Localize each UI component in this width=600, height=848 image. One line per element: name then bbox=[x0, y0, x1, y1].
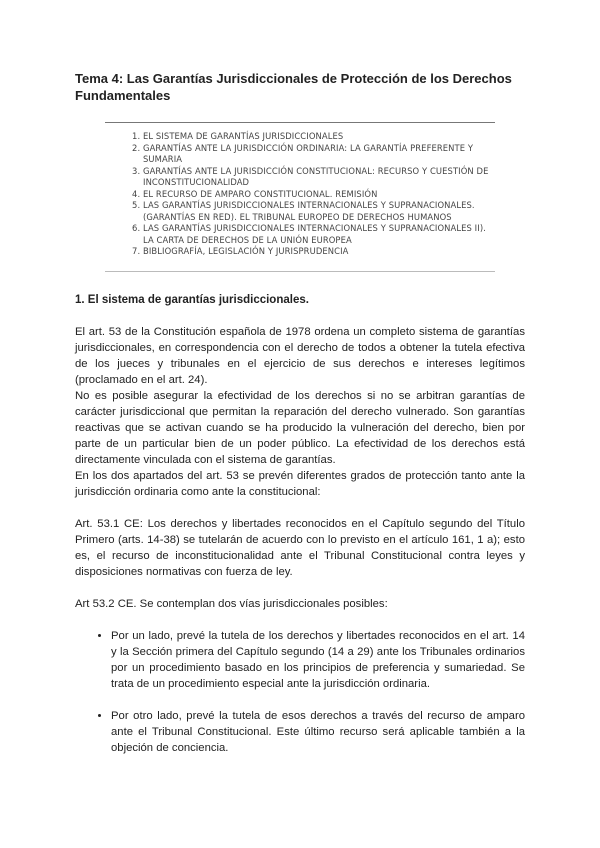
table-of-contents bbox=[105, 122, 495, 272]
toc-item: 1. EL SISTEMA DE GARANTÍAS JURISDICCIONALES bbox=[143, 131, 495, 143]
paragraph: No es posible asegurar la efectividad de los derechos si no se arbitran garantías de carácter jurisdiccional que permitan la reparación del derecho vulnerado. Son garantías reactivas que se activan cuando se ha producido la vulneración del derecho, bien por parte de un particular bien de un poder público. La efectividad de los derechos está directamente vinculada con el sistema de garantías. bbox=[75, 390, 525, 466]
bullet-item: • Por un lado, prevé la tutela de los derechos y libertades reconocidos en el art. 14 y la Sección primera del Capítulo segundo (14 a 29) ante los Tribunales ordinarios por un procedimiento basado en los principios de preferencia y sumariedad. Se trata de un procedimiento especial ante la jurisdicción ordinaria. bbox=[111, 628, 525, 692]
toc-item: 2. GARANTÍAS ANTE LA JURISDICCIÓN ORDINARIA: LA GARANTÍA PREFERENTE Y SUMARIA bbox=[143, 143, 495, 166]
toc-item: 4. EL RECURSO DE AMPARO CONSTITUCIONAL. REMISIÓN bbox=[143, 189, 495, 201]
document-body bbox=[75, 292, 525, 772]
bullet-item: • Por otro lado, prevé la tutela de esos derechos a través del recurso de amparo ante el Tribunal Constitucional. Este último recurso será aplicable también a la objeción de conciencia. bbox=[111, 708, 525, 756]
paragraph: Art 53.2 CE. Se contemplan dos vías jurisdiccionales posibles: bbox=[75, 598, 388, 610]
toc-item: 6. LAS GARANTÍAS JURISDICCIONALES INTERNACIONALES Y SUPRANACIONALES II). LA CARTA DE DERECHOS DE LA UNIÓN EUROPEA bbox=[143, 223, 495, 246]
toc-item: 3. GARANTÍAS ANTE LA JURISDICCIÓN CONSTITUCIONAL: RECURSO Y CUESTIÓN DE INCONSTITUCIONALIDAD bbox=[143, 166, 495, 189]
document-title: Tema 4: Las Garantías Jurisdiccionales de Protección de los Derechos Fundamentales bbox=[75, 71, 512, 103]
bullet-list bbox=[75, 628, 525, 756]
section-heading: 1. El sistema de garantías jurisdiccionales. bbox=[75, 294, 309, 306]
paragraph: Art. 53.1 CE: Los derechos y libertades reconocidos en el Capítulo segundo del Título Primero (arts. 14-38) se tutelarán de acuerdo con lo previsto en el artículo 161, 1 a); esto es, el recurso de inconstitucionalidad ante el Tribunal Constitucional contra leyes y disposiciones normativas con fuerza de ley. bbox=[75, 518, 525, 578]
paragraph: En los dos apartados del art. 53 se prevén diferentes grados de protección tanto ante la jurisdicción ordinaria como ante la constitucional: bbox=[75, 470, 525, 498]
paragraph: El art. 53 de la Constitución española de 1978 ordena un completo sistema de garantías jurisdiccionales, en correspondencia con el derecho de todos a obtener la tutela efectiva de los jueces y tribunales en el ejercicio de sus derechos e intereses legítimos (proclamado en el art. 24). bbox=[75, 326, 525, 386]
toc-item: 7. BIBLIOGRAFÍA, LEGISLACIÓN Y JURISPRUDENCIA bbox=[143, 246, 495, 258]
toc-item: 5. LAS GARANTÍAS JURISDICCIONALES INTERNACIONALES Y SUPRANACIONALES. (GARANTÍAS EN RED). EL TRIBUNAL EUROPEO DE DERECHOS HUMANOS bbox=[143, 200, 495, 223]
